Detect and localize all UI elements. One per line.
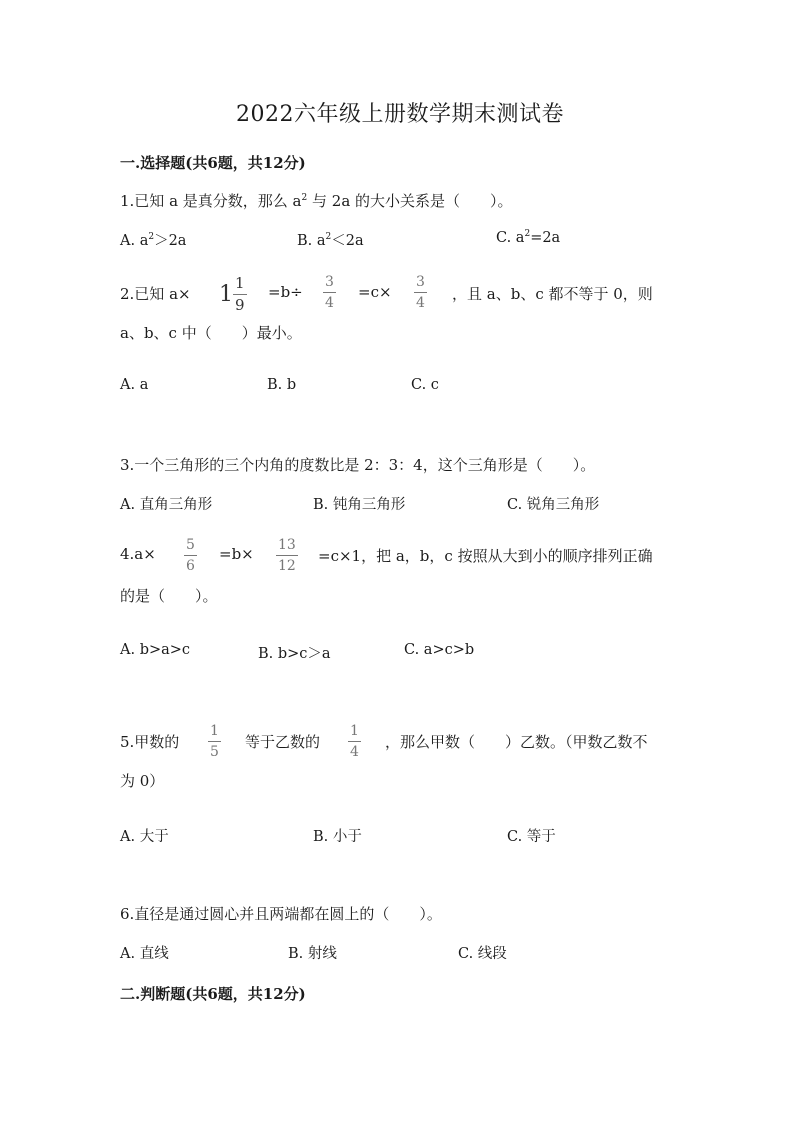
fraction-numerator: 1 — [235, 274, 245, 292]
question-2-option-b[interactable]: B. b — [267, 377, 297, 393]
fraction-denominator: 4 — [350, 744, 359, 760]
question-3-option-c[interactable]: C. 锐角三角形 — [507, 497, 600, 513]
question-4-fraction-2 — [276, 538, 298, 573]
option-b-sup: 2 — [325, 232, 332, 243]
question-6-option-a[interactable]: A. 直线 — [120, 946, 169, 962]
question-3-option-b[interactable]: B. 钝角三角形 — [313, 497, 406, 513]
page-title: 2022六年级上册数学期末测试卷 — [236, 102, 564, 127]
question-1-option-c[interactable] — [496, 229, 560, 246]
option-a-rest: ＞2a — [154, 233, 187, 249]
mixed-whole: 1 — [219, 282, 233, 307]
question-5-middle: 等于乙数的 — [245, 733, 321, 751]
question-5-option-c[interactable]: C. 等于 — [507, 829, 556, 845]
question-2-mixed-number — [219, 276, 247, 313]
question-1-option-b[interactable] — [297, 229, 364, 250]
question-5-fraction-1 — [208, 724, 221, 759]
question-5-fraction-2 — [348, 724, 361, 759]
question-2-fraction-1 — [323, 275, 336, 310]
question-6-option-b[interactable]: B. 射线 — [288, 946, 337, 962]
question-2-b-divide: =b÷ — [268, 283, 303, 301]
question-1 — [120, 190, 513, 211]
option-b-base: B. a — [297, 233, 326, 249]
fraction-denominator: 5 — [210, 744, 219, 760]
section-judgment-heading: 二.判断题(共6题，共12分) — [120, 985, 306, 1003]
question-6-option-c[interactable]: C. 线段 — [458, 946, 507, 962]
fraction-numerator: 3 — [416, 274, 425, 290]
option-c-base: C. a — [496, 229, 525, 246]
option-a-sup: 2 — [148, 232, 155, 243]
fraction-bar — [323, 292, 336, 293]
question-6: 6.直径是通过圆心并且两端都在圆上的（ ）。 — [120, 905, 442, 923]
fraction-denominator: 6 — [186, 558, 195, 574]
question-4-line-2: 的是（ ）。 — [120, 587, 218, 605]
option-c-sup: 2 — [524, 229, 531, 239]
fraction-numerator: 1 — [210, 723, 219, 739]
fraction-numerator: 1 — [350, 723, 359, 739]
question-3: 3.一个三角形的三个内角的度数比是 2：3：4，这个三角形是（ ）。 — [120, 456, 596, 474]
question-5-prefix: 5.甲数的 — [120, 733, 180, 751]
question-5-rest: ，那么甲数（ ）乙数。（甲数乙数不 — [385, 733, 648, 751]
question-2-option-a[interactable]: A. a — [120, 377, 149, 393]
fraction-denominator: 4 — [416, 295, 425, 311]
question-4-option-a[interactable]: A. b>a>c — [120, 642, 191, 658]
fraction-bar — [184, 555, 197, 556]
fraction-numerator: 5 — [186, 537, 195, 553]
question-4-prefix: 4.a× — [120, 545, 156, 563]
mixed-fraction — [233, 276, 247, 313]
question-2-c-times: =c× — [358, 283, 392, 301]
question-2-option-c[interactable]: C. c — [411, 377, 439, 393]
option-a-base: A. a — [120, 233, 149, 249]
fraction-numerator: 13 — [278, 537, 296, 553]
fraction-denominator: 12 — [278, 558, 296, 574]
section-choice-heading: 一.选择题(共6题，共12分) — [120, 154, 306, 172]
option-b-rest: ＜2a — [331, 233, 364, 249]
question-1-text-a: 1.已知 a 是真分数，那么 a — [120, 192, 302, 210]
question-5-option-a[interactable]: A. 大于 — [120, 829, 169, 845]
question-4-rest: =c×1，把 a，b，c 按照从大到小的顺序排列正确 — [318, 547, 653, 565]
question-1-text-b: 与 2a 的大小关系是（ ）。 — [307, 192, 513, 210]
fraction-bar — [348, 741, 361, 742]
question-4-option-c[interactable]: C. a>c>b — [404, 642, 475, 658]
question-5-option-b[interactable]: B. 小于 — [313, 829, 362, 845]
question-4-option-b[interactable]: B. b>c＞a — [258, 646, 331, 662]
fraction-bar — [233, 294, 247, 295]
question-2-fraction-2 — [414, 275, 427, 310]
option-c-rest: =2a — [530, 229, 561, 246]
question-2-prefix: 2.已知 a× — [120, 285, 191, 303]
fraction-bar — [276, 555, 298, 556]
question-2-condition: ，且 a、b、c 都不等于 0，则 — [452, 285, 653, 303]
question-5-line-2: 为 0） — [120, 772, 165, 790]
fraction-bar — [208, 741, 221, 742]
question-1-option-a[interactable] — [120, 229, 186, 250]
question-2-line-2: a、b、c 中（ ）最小。 — [120, 324, 302, 342]
question-4-fraction-1 — [184, 538, 197, 573]
fraction-denominator: 4 — [325, 295, 334, 311]
fraction-bar — [414, 292, 427, 293]
question-3-option-a[interactable]: A. 直角三角形 — [120, 497, 213, 513]
question-1-superscript: 2 — [301, 193, 308, 203]
question-4-b-times: =b× — [219, 545, 254, 563]
fraction-numerator: 3 — [325, 274, 334, 290]
fraction-denominator: 9 — [235, 296, 245, 314]
